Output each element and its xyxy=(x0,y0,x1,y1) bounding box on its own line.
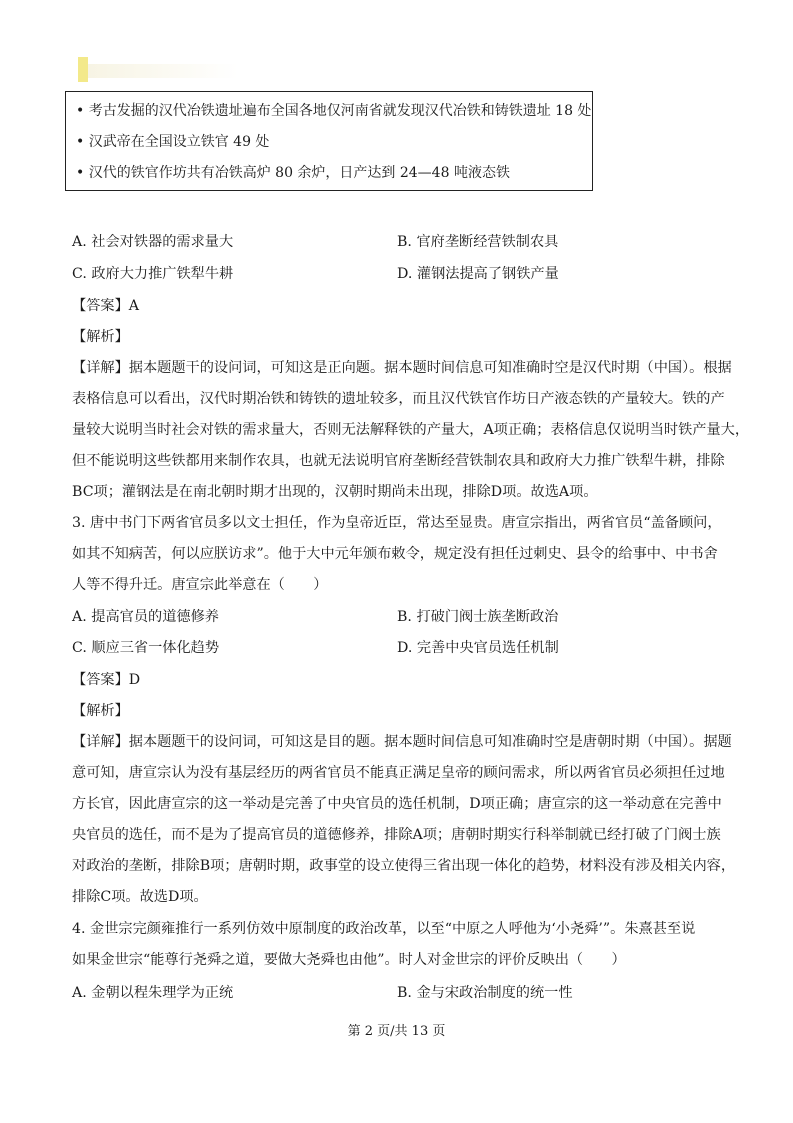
q3-stem-line: 如其不知病苦，何以应朕访求”。他于大中元年颁布敕令，规定没有担任过刺史、县令的给事中、中书舍 xyxy=(72,546,718,562)
q3-detail-line: 对政治的垄断，排除B项；唐朝时期，政事堂的设立使得三省出现一体化的趋势，材料没有涉及相关内容， xyxy=(72,858,736,874)
q3-detail-line: 排除C项。故选D项。 xyxy=(72,889,208,905)
q4-option-b: B. 金与宋政治制度的统一性 xyxy=(397,985,573,1001)
q3-detail-line: 方长官，因此唐宣宗的这一举动是完善了中央官员的选任机制，D项正确；唐宣宗的这一举动意在完善中 xyxy=(72,796,722,812)
q2-option-c: C. 政府大力推广铁犁牛耕 xyxy=(72,266,234,282)
q3-detail-line: 意可知，唐宣宗认为没有基层经历的两省官员不能真正满足皇帝的顾问需求，所以两省官员必须担任过地 xyxy=(72,765,725,781)
info-table-box xyxy=(65,91,593,191)
q2-option-a: A. 社会对铁器的需求量大 xyxy=(72,234,234,250)
q3-option-a: A. 提高官员的道德修养 xyxy=(72,609,219,625)
q3-answer: 【答案】D xyxy=(72,672,141,688)
q3-detail-line: 央官员的选任，而不是为了提高官员的道德修养，排除A项；唐朝时期实行科举制就已经打破了门阀士族 xyxy=(72,827,721,843)
q3-option-b: B. 打破门阀士族垄断政治 xyxy=(397,609,559,625)
q3-analysis-label: 【解析】 xyxy=(72,703,129,719)
q2-detail-line: BC项；灌钢法是在南北朝时期才出现的，汉朝时期尚未出现，排除D项。故选A项。 xyxy=(72,484,598,500)
info-item: • 考古发掘的汉代冶铁遗址遍布全国各地仅河南省就发现汉代冶铁和铸铁遗址 18 处 xyxy=(76,103,592,119)
highlight-fade xyxy=(88,64,238,78)
q2-detail-line: 表格信息可以看出，汉代时期冶铁和铸铁的遗址较多，而且汉代铁官作坊日产液态铁的产量较大。铁的产 xyxy=(72,391,725,407)
q3-stem-line: 人等不得升迁。唐宣宗此举意在（ ） xyxy=(72,577,328,593)
q2-detail-line: 量较大说明当时社会对铁的需求量大，否则无法解释铁的产量大，A项正确；表格信息仅说明当时铁产量大， xyxy=(72,422,750,438)
q2-answer: 【答案】A xyxy=(72,298,139,314)
highlight-mark xyxy=(78,57,88,82)
info-item: • 汉代的铁官作坊共有冶铁高炉 80 余炉，日产达到 24—48 吨液态铁 xyxy=(76,165,510,181)
info-item: • 汉武帝在全国设立铁官 49 处 xyxy=(76,134,270,150)
q3-option-c: C. 顺应三省一体化趋势 xyxy=(72,640,220,656)
q4-option-a: A. 金朝以程朱理学为正统 xyxy=(72,985,234,1001)
q4-stem-line: 如果金世宗“能尊行尧舜之道，要做大尧舜也由他”。时人对金世宗的评价反映出（ ） xyxy=(72,952,626,968)
q3-detail-line: 【详解】据本题题干的设问词，可知这是目的题。据本题时间信息可知准确时空是唐朝时期（中国）。据题 xyxy=(72,734,732,750)
q4-stem-line: 4. 金世宗完颜雍推行一系列仿效中原制度的政治改革，以至“中原之人呼他为‘小尧舜’”。朱熹甚至说 xyxy=(72,921,696,937)
page-footer: 第 2 页/共 13 页 xyxy=(347,1024,446,1039)
q3-option-d: D. 完善中央官员选任机制 xyxy=(397,640,559,656)
q2-detail-line: 但不能说明这些铁都用来制作农具，也就无法说明官府垄断经营铁制农具和政府大力推广铁犁牛耕，排除 xyxy=(72,453,725,469)
q3-stem-line: 3. 唐中书门下两省官员多以文士担任，作为皇帝近臣，常达至显贵。唐宣宗指出，两省官员“盖备顾问， xyxy=(72,515,722,531)
q2-option-d: D. 灌钢法提高了钢铁产量 xyxy=(397,266,559,282)
q2-option-b: B. 官府垄断经营铁制农具 xyxy=(397,234,559,250)
q2-analysis-label: 【解析】 xyxy=(72,329,129,345)
q2-detail-line: 【详解】据本题题干的设问词，可知这是正向题。据本题时间信息可知准确时空是汉代时期（中国）。根据 xyxy=(72,360,732,376)
